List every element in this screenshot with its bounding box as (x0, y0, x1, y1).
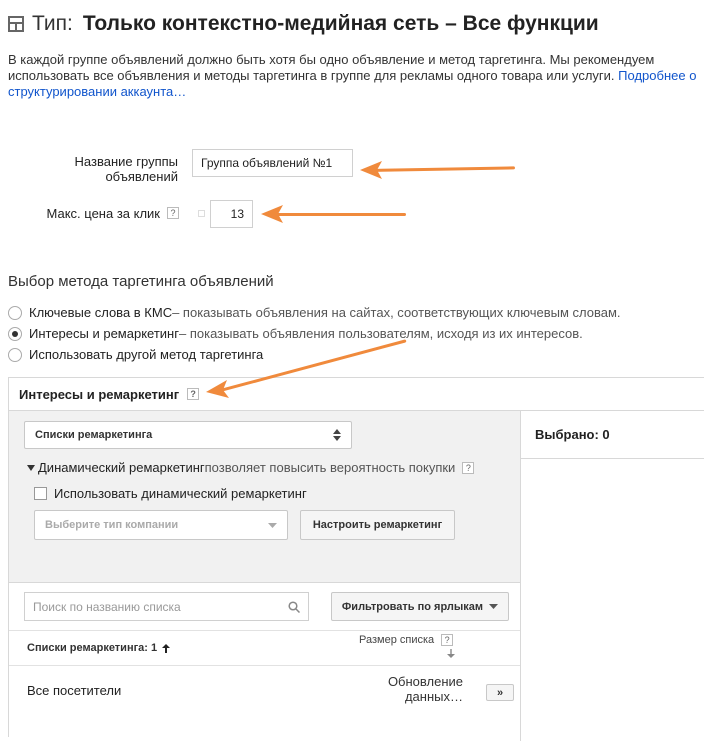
group-name-label-line1: Название группы (74, 154, 178, 169)
triangle-down-icon[interactable] (27, 465, 35, 471)
dynamic-title[interactable]: Динамический ремаркетинг (38, 460, 205, 475)
filter-label: Фильтровать по ярлыкам (341, 600, 484, 613)
dynamic-checkbox-row[interactable] (34, 486, 307, 501)
max-cpc-input[interactable]: 13 (210, 200, 253, 228)
help-icon[interactable]: ? (187, 388, 199, 400)
arrow-head-icon (206, 380, 230, 402)
option-label: Интересы и ремаркетинг (29, 326, 179, 341)
selection-pane (9, 411, 521, 741)
sort-up-icon (162, 644, 170, 653)
group-name-label (40, 154, 178, 184)
page-title: Только контекстно-медийная сеть – Все функции (82, 12, 599, 35)
annotation-arrow (266, 213, 406, 216)
campaign-type-select[interactable] (34, 510, 288, 540)
option-label: Использовать другой метод таргетинга (29, 347, 264, 362)
search-icon (288, 601, 300, 613)
dynamic-remarketing-row (27, 460, 474, 475)
interests-panel (8, 377, 704, 737)
list-row-size (379, 674, 463, 704)
list-type-value: Списки ремаркетинга (35, 429, 153, 441)
setup-remarketing-button[interactable]: Настроить ремаркетинг (300, 510, 455, 540)
targeting-section-title: Выбор метода таргетинга объявлений (8, 273, 274, 290)
dynamic-desc: позволяет повысить вероятность покупки (204, 460, 456, 475)
arrow-head-icon (261, 203, 285, 225)
selected-count: Выбрано: 0 (521, 411, 704, 459)
search-placeholder: Поиск по названию списка (33, 599, 181, 614)
size-line2: данных… (404, 689, 463, 704)
currency-icon (198, 210, 205, 217)
col-name-header[interactable] (27, 642, 170, 654)
option-desc: – показывать объявления на сайтах, соответствующих ключевым словам. (172, 305, 621, 320)
radio-option-other[interactable] (8, 347, 263, 362)
list-type-select[interactable] (24, 421, 352, 449)
collapse-icon[interactable] (8, 16, 24, 32)
add-list-button[interactable]: » (486, 684, 514, 701)
sort-down-icon (447, 649, 455, 658)
panel-header (9, 378, 704, 411)
list-row-name: Все посетители (27, 683, 122, 698)
title-prefix: Тип: (32, 12, 73, 35)
intro-text (8, 52, 698, 100)
filter-labels-button[interactable] (331, 592, 509, 621)
checkbox-label: Использовать динамический ремаркетинг (54, 486, 307, 501)
intro-description: В каждой группе объявлений должно быть хотя бы одно объявление и метод таргетинга. Мы рекомендуем использовать все объявления и методы таргетинга в группе для рекламы одного товара или услуги. (8, 52, 655, 83)
col-name-label: Списки ремаркетинга: 1 (27, 642, 158, 654)
arrow-head-icon (360, 159, 384, 181)
group-name-input[interactable]: Группа объявлений №1 (192, 149, 353, 177)
group-name-label-line2: объявлений (105, 169, 178, 184)
chevron-down-icon (268, 523, 277, 528)
chevron-down-icon (489, 604, 498, 609)
col-size-label: Размер списка (359, 634, 435, 646)
max-cpc-label: Макс. цена за клик (46, 206, 160, 221)
page-header (8, 10, 599, 38)
radio-option-keywords[interactable] (8, 305, 621, 320)
option-desc: – показывать объявления пользователям, исходя из их интересов. (178, 326, 583, 341)
radio-button-checked[interactable] (8, 327, 22, 341)
size-line1: Обновление (387, 674, 463, 689)
help-icon[interactable]: ? (462, 462, 474, 474)
lists-area (9, 582, 520, 742)
col-size-header[interactable] (359, 634, 453, 646)
panel-title: Интересы и ремаркетинг (19, 386, 180, 402)
dynamic-checkbox[interactable] (34, 487, 47, 500)
option-label: Ключевые слова в КМС (29, 305, 173, 320)
radio-button[interactable] (8, 348, 22, 362)
help-icon[interactable]: ? (441, 634, 453, 646)
account-structure-link[interactable]: Подробнее о структурировании аккаунта… (8, 68, 697, 99)
annotation-arrow (365, 166, 515, 172)
campaign-type-placeholder: Выберите тип компании (45, 519, 179, 531)
radio-option-interests[interactable] (8, 326, 583, 341)
help-icon[interactable]: ? (167, 207, 179, 219)
radio-button[interactable] (8, 306, 22, 320)
sort-arrows-icon (333, 429, 341, 441)
search-input[interactable] (24, 592, 309, 621)
